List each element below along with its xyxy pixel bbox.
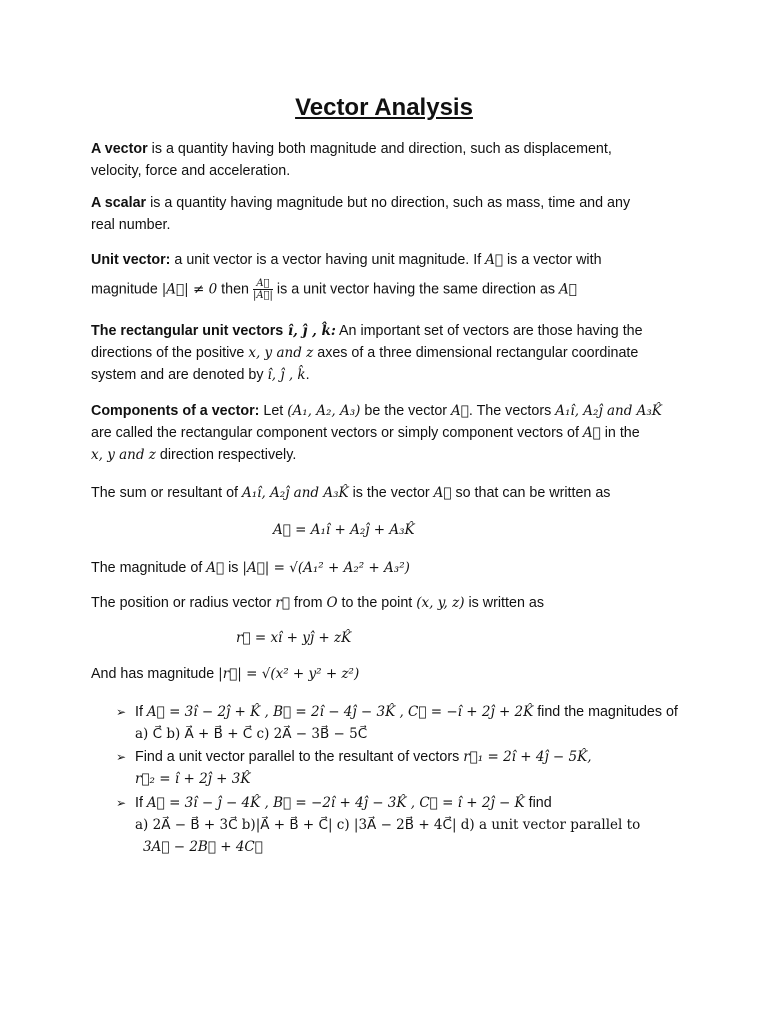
page-title: Vector Analysis: [295, 94, 473, 121]
components-axes-math: x, y and z: [91, 447, 156, 463]
rect-unit-line2-start: directions of the positive: [91, 345, 249, 361]
exercise-1-task: find the magnitudes of: [533, 704, 678, 720]
vector-definition: [91, 138, 691, 182]
sum-text-a: The sum or resultant of: [91, 485, 242, 501]
exercise-2: [135, 746, 695, 790]
exercise-2-r1: r⃗₁ = 2î + 4ĵ − 5K̂,: [463, 749, 592, 765]
unit-vector-line1: a unit vector is a vector having unit magnitude. If: [170, 252, 486, 268]
components-term: Components of a vector:: [91, 403, 260, 419]
position-equation: r⃗ = xî + yĵ + zK̂: [236, 630, 352, 646]
rect-unit-line1-end: An important set of vectors are those having the: [335, 323, 643, 339]
unit-vector-line1-end: is a vector with: [503, 252, 602, 268]
magnitude-math-vector: A⃗: [206, 560, 225, 576]
exercise-3-if: If: [135, 795, 147, 811]
sum-text-b: is the vector: [348, 485, 434, 501]
unit-vector-line2-end: is a unit vector having the same direction as: [272, 281, 560, 298]
exercise-2-r2: r⃗₂ = î + 2ĵ + 3K̂: [135, 771, 251, 787]
vector-def-line1: is a quantity having both magnitude and direction, such as displacement,: [147, 141, 612, 157]
position-paragraph: [91, 592, 691, 614]
components-line2-end: in the: [600, 425, 640, 441]
position-math-r: r⃗: [275, 595, 290, 611]
scalar-def-line1: is a quantity having magnitude but no direction, such as mass, time and any: [146, 195, 631, 211]
exercise-1-vectors: A⃗ = 3î − 2ĵ + K̂ , B⃗ = 2î − 4ĵ − 3K̂ , C⃗ = −î + 2ĵ + 2K̂: [146, 704, 534, 720]
position-text-c: to the point: [337, 595, 417, 611]
rect-unit-line2-end: axes of a three dimensional rectangular coordinate: [313, 345, 639, 361]
components-the-vectors: . The vectors: [468, 403, 556, 419]
exercise-3-parts: a) 2A⃗ − B⃗ + 3C⃗ b)|A⃗ + B⃗ + C⃗| c) |3A⃗ − 2B⃗ + 4C⃗| d) a unit vector parallel to: [135, 817, 641, 833]
exercise-3-parts-cont: 3A⃗ − 2B⃗ + 4C⃗: [143, 839, 263, 855]
rect-unit-axes-math: x, y and z: [248, 345, 314, 361]
r-magnitude-text: And has magnitude: [91, 666, 219, 682]
components-list-math: A₁î, A₂ĵ and A₃K̂: [555, 403, 662, 419]
exercise-3-find: find: [524, 795, 552, 811]
unit-vector-line2: [91, 278, 691, 301]
rect-unit-denote-math: î, ĵ , k̂: [267, 367, 306, 383]
magnitude-formula: |A⃗| = √(A₁² + A₂² + A₃²): [242, 560, 410, 576]
unit-vector-fraction: [253, 278, 273, 301]
position-math-point: (x, y, z): [416, 595, 465, 611]
bullet-arrow-icon: ➢: [116, 796, 127, 810]
exercise-1-if: If: [135, 704, 147, 720]
position-text-d: is written as: [464, 595, 544, 611]
sum-equation: A⃗ = A₁î + A₂ĵ + A₃K̂: [273, 522, 415, 538]
components-line3-end: direction respectively.: [155, 447, 297, 463]
rect-unit-term-math: î, ĵ , k̂:: [283, 323, 336, 339]
exercise-1: [135, 701, 695, 745]
components-let: Let: [259, 403, 288, 419]
unit-vector-term: Unit vector:: [91, 252, 171, 268]
sum-math-components: A₁î, A₂ĵ and A₃K̂: [241, 485, 349, 501]
components-be-the: be the vector: [360, 403, 452, 419]
rect-unit-vectors: [91, 320, 691, 386]
scalar-term: A scalar: [91, 195, 147, 211]
rect-unit-term: The rectangular unit vectors: [91, 323, 284, 339]
position-text-b: from: [289, 595, 327, 611]
sum-math-vector: A⃗: [433, 485, 452, 501]
unit-vector-magnitude-math: |A⃗| ≠ 0: [161, 281, 218, 298]
unit-vector-line2-start: magnitude: [91, 281, 162, 298]
components-line2: are called the rectangular component vectors or simply component vectors of: [91, 425, 583, 441]
position-text-a: The position or radius vector: [91, 595, 276, 611]
rect-unit-line3-end: .: [305, 367, 310, 383]
vector-term: A vector: [91, 141, 148, 157]
components-vector-math: A⃗: [451, 403, 469, 419]
unit-vector-math-a: A⃗: [485, 252, 503, 268]
vector-def-line2: velocity, force and acceleration.: [91, 163, 291, 179]
sum-paragraph: [91, 482, 691, 504]
exercise-2-task: Find a unit vector parallel to the resultant of vectors: [135, 749, 464, 765]
rect-unit-line3-start: system and are denoted by: [91, 367, 268, 383]
magnitude-text-a: The magnitude of: [91, 560, 207, 576]
scalar-def-line2: real number.: [91, 217, 171, 233]
components-definition: [91, 400, 701, 466]
r-magnitude-paragraph: [91, 663, 691, 685]
exercise-3: [135, 792, 695, 858]
fraction-denominator: |A⃗|: [252, 290, 273, 301]
r-magnitude-formula: |r⃗| = √(x² + y² + z²): [218, 666, 360, 682]
exercise-3-vectors: A⃗ = 3î − ĵ − 4K̂ , B⃗ = −2î + 4ĵ − 3K̂ , C⃗ = î + 2ĵ − K̂: [146, 795, 525, 811]
unit-vector-then: then: [217, 281, 253, 298]
sum-text-c: so that can be written as: [451, 485, 611, 501]
components-tuple-math: (A₁, A₂, A₃): [287, 403, 361, 419]
components-line2-math: A⃗: [582, 425, 601, 441]
position-math-origin: O: [326, 595, 338, 611]
exercise-1-parts: a) C⃗ b) A⃗ + B⃗ + C⃗ c) 2A⃗ − 3B⃗ − 5C⃗: [135, 726, 368, 742]
unit-vector-definition: [91, 249, 691, 271]
fraction-numerator: A⃗: [256, 278, 270, 289]
scalar-definition: [91, 192, 691, 236]
magnitude-paragraph: [91, 557, 691, 579]
bullet-arrow-icon: ➢: [116, 705, 127, 719]
unit-vector-end-math: A⃗: [559, 281, 577, 298]
bullet-arrow-icon: ➢: [116, 750, 127, 764]
magnitude-text-b: is: [224, 560, 243, 576]
